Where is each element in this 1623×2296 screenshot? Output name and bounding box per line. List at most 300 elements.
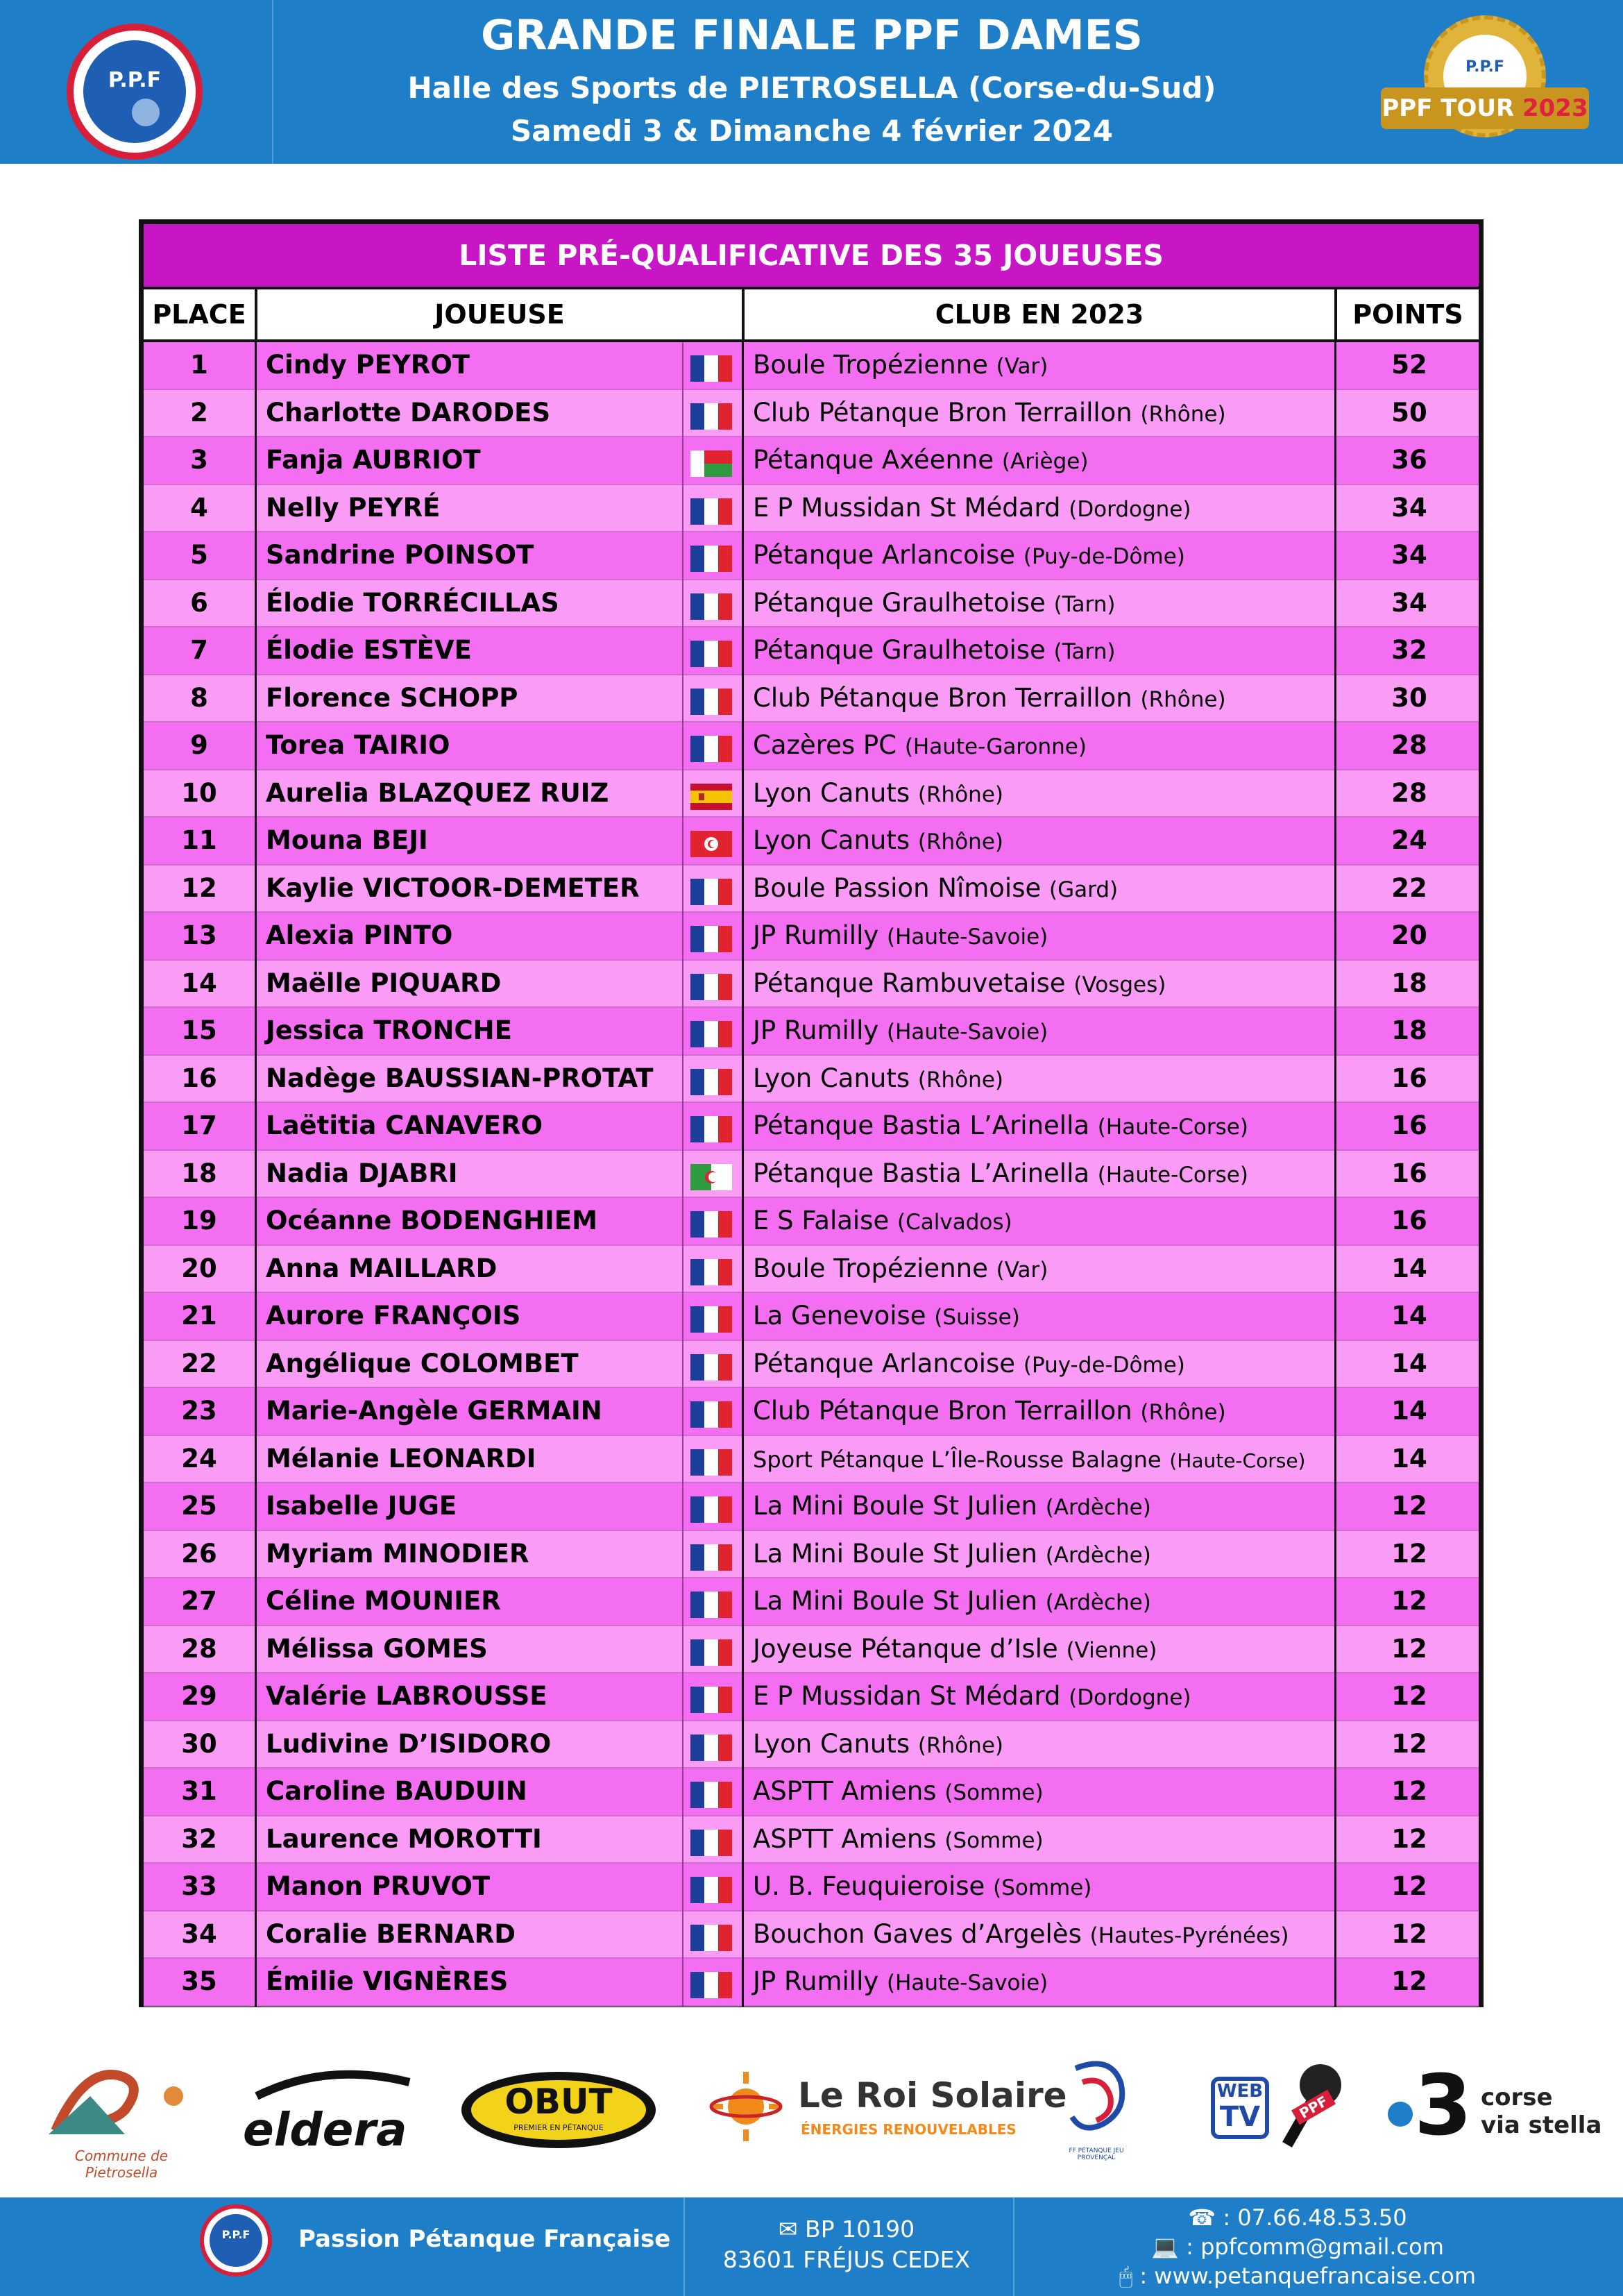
row-club-department: (Somme) (944, 1827, 1044, 1853)
france-flag-icon (690, 342, 732, 388)
row-place: 2 (190, 397, 208, 428)
address-line2: 83601 FRÉJUS CEDEX (722, 2246, 971, 2273)
row-club (753, 627, 1329, 673)
row-points: 18 (1391, 1015, 1427, 1045)
table-row (144, 1056, 1479, 1104)
row-place: 35 (181, 1966, 217, 1996)
madagascar-flag-icon (690, 437, 732, 483)
france-flag-icon (690, 1673, 732, 1719)
france-flag-icon (690, 532, 732, 578)
row-points: 52 (1391, 350, 1427, 380)
row-place: 18 (181, 1158, 217, 1188)
row-club (753, 723, 1329, 768)
tunisia-flag-icon (690, 818, 732, 863)
webtv-tv: TV (1219, 2101, 1261, 2133)
row-club-department: (Haute-Corse) (1097, 1162, 1248, 1188)
row-club (753, 1056, 1329, 1101)
page-title: GRANDE FINALE PPF DAMES (481, 11, 1143, 60)
row-points: 16 (1391, 1158, 1427, 1188)
row-club-name: Pétanque Axéenne (753, 445, 994, 475)
row-player-name: Caroline BAUDUIN (266, 1776, 527, 1806)
ppf-logo-text: P.P.F (108, 68, 162, 92)
row-player-name: Ludivine D’ISIDORO (266, 1728, 552, 1759)
contact-info (1082, 2203, 1513, 2290)
row-club-department: (Calvados) (897, 1210, 1012, 1235)
row-place: 19 (181, 1206, 217, 1235)
sponsor-strip (0, 2041, 1623, 2179)
table-row (144, 1959, 1479, 2007)
badge-seal-text: P.P.F (1465, 58, 1504, 76)
row-place: 12 (181, 872, 217, 903)
webtv-logo (1211, 2061, 1343, 2159)
france-flag-icon (690, 1721, 732, 1767)
row-points: 16 (1391, 1206, 1427, 1235)
row-club (753, 1721, 1329, 1767)
row-club-name: ASPTT Amiens (753, 1823, 937, 1854)
row-place: 24 (181, 1443, 217, 1474)
row-club-name: Cazères PC (753, 730, 897, 760)
badge-ribbon-text: PPF TOUR (1382, 94, 1522, 122)
row-place: 29 (181, 1681, 217, 1711)
table-row (144, 1246, 1479, 1294)
row-club-name: Lyon Canuts (753, 825, 910, 855)
row-place: 33 (181, 1871, 217, 1901)
row-club (753, 818, 1329, 863)
row-player-name: Sandrine POINSOT (266, 540, 534, 570)
row-club-department: (Haute-Savoie) (887, 925, 1048, 949)
column-divider (742, 342, 744, 2007)
row-club-name: Pétanque Bastia L’Arinella (753, 1111, 1090, 1140)
row-club (753, 1864, 1329, 1909)
france3-number: 3 (1414, 2058, 1472, 2154)
table-row (144, 627, 1479, 675)
ffpjp-text: FF PÉTANQUE JEU PROVENÇAL (1069, 2147, 1124, 2161)
table-row (144, 1769, 1479, 1816)
row-player-name: Angélique COLOMBET (266, 1348, 579, 1378)
row-club-name: Pétanque Graulhetoise (753, 587, 1046, 618)
row-club-department: (Haute-Savoie) (887, 1020, 1048, 1045)
row-points: 12 (1391, 1918, 1427, 1949)
row-club-department: (Vosges) (1073, 972, 1166, 997)
table-row (144, 723, 1479, 770)
row-place: 23 (181, 1396, 217, 1426)
row-club-department: (Haute-Corse) (1097, 1115, 1248, 1140)
row-points: 32 (1391, 635, 1427, 665)
row-club (753, 1151, 1329, 1197)
row-points: 12 (1391, 1681, 1427, 1711)
table-row (144, 1151, 1479, 1199)
row-club-name: Club Pétanque Bron Terraillon (753, 1396, 1132, 1426)
table-row (144, 675, 1479, 723)
ranking-table (139, 219, 1484, 2007)
row-club (753, 1246, 1329, 1292)
france-flag-icon (690, 1293, 732, 1339)
row-club (753, 1578, 1329, 1624)
france-flag-icon (690, 1483, 732, 1529)
row-club-department: (Gard) (1049, 877, 1119, 902)
row-player-name: Alexia PINTO (266, 920, 453, 950)
table-row (144, 532, 1479, 580)
row-club-department: (Somme) (944, 1780, 1044, 1805)
row-club-name: Boule Passion Nîmoise (753, 872, 1042, 903)
table-row (144, 1008, 1479, 1056)
table-row (144, 1483, 1479, 1531)
row-club-department: (Hautes-Pyrénées) (1089, 1923, 1289, 1948)
row-place: 30 (181, 1728, 217, 1759)
row-points: 22 (1391, 872, 1427, 903)
row-points: 28 (1391, 777, 1427, 808)
address-line1: ✉ BP 10190 (778, 2215, 915, 2243)
row-points: 18 (1391, 968, 1427, 998)
row-club-department: (Var) (996, 1257, 1048, 1283)
table-header-row (144, 287, 1479, 342)
row-player-name: Anna MAILLARD (266, 1253, 498, 1283)
row-club-name: La Genevoise (753, 1301, 926, 1331)
row-points: 12 (1391, 1871, 1427, 1901)
row-points: 20 (1391, 920, 1427, 950)
table-row (144, 1626, 1479, 1674)
row-points: 16 (1391, 1111, 1427, 1140)
column-divider (255, 342, 257, 2007)
row-points: 16 (1391, 1063, 1427, 1093)
row-club-name: La Mini Boule St Julien (753, 1491, 1037, 1521)
webtv-web: WEB (1216, 2081, 1264, 2102)
row-club-department: (Rhône) (1140, 1400, 1226, 1425)
row-player-name: Charlotte DARODES (266, 397, 551, 428)
row-club-department: (Puy-de-Dôme) (1023, 1352, 1185, 1378)
row-club-name: JP Rumilly (753, 920, 879, 950)
row-club-department: (Haute-Garonne) (904, 734, 1087, 759)
row-club (753, 1388, 1329, 1434)
row-place: 25 (181, 1491, 217, 1521)
row-club (753, 485, 1329, 531)
row-club (753, 1436, 1329, 1482)
row-club (753, 1293, 1329, 1339)
france-flag-icon (690, 1436, 732, 1482)
row-club-name: La Mini Boule St Julien (753, 1586, 1037, 1616)
row-club-department: (Ariège) (1001, 449, 1089, 474)
row-club-name: E P Mussidan St Médard (753, 1681, 1061, 1711)
table-row (144, 1578, 1479, 1626)
table-row (144, 1293, 1479, 1341)
row-club (753, 1531, 1329, 1577)
row-place: 7 (190, 635, 208, 665)
row-player-name: Émilie VIGNÈRES (266, 1966, 509, 1996)
row-player-name: Laurence MOROTTI (266, 1823, 542, 1854)
table-row (144, 485, 1479, 533)
france-flag-icon (690, 1008, 732, 1054)
header-points: POINTS (1352, 299, 1463, 330)
row-club (753, 675, 1329, 721)
row-place: 3 (190, 445, 208, 475)
footer-divider (1013, 2197, 1014, 2296)
row-club (753, 390, 1329, 436)
row-club-department: (Somme) (993, 1875, 1092, 1900)
row-place: 9 (190, 730, 208, 760)
france-flag-icon (690, 675, 732, 721)
header-divider (255, 289, 257, 339)
row-player-name: Valérie LABROUSSE (266, 1681, 547, 1711)
obut-tagline: PREMIER EN PÉTANQUE (513, 2123, 604, 2132)
spain-flag-icon (690, 770, 732, 816)
row-player-name: Céline MOUNIER (266, 1586, 501, 1616)
row-place: 1 (190, 350, 208, 380)
row-player-name: Mouna BEJI (266, 825, 428, 855)
row-player-name: Nadia DJABRI (266, 1158, 458, 1188)
france-flag-icon (690, 866, 732, 911)
table-row (144, 437, 1479, 485)
pietrosella-text: Commune de Pietrosella (74, 2147, 169, 2181)
row-club (753, 770, 1329, 816)
row-player-name: Laëtitia CANAVERO (266, 1111, 543, 1140)
row-club-department: (Haute-Corse) (1169, 1449, 1306, 1472)
row-club-name: Lyon Canuts (753, 777, 910, 808)
row-player-name: Mélanie LEONARDI (266, 1443, 536, 1474)
row-points: 36 (1391, 445, 1427, 475)
row-club-name: JP Rumilly (753, 1966, 879, 1996)
row-place: 21 (181, 1301, 217, 1331)
row-club (753, 532, 1329, 578)
row-club-department: (Var) (996, 354, 1048, 379)
row-place: 20 (181, 1253, 217, 1283)
row-club (753, 1959, 1329, 2004)
table-row (144, 1673, 1479, 1721)
row-club-name: E P Mussidan St Médard (753, 492, 1061, 523)
row-points: 24 (1391, 825, 1427, 855)
row-player-name: Océanne BODENGHIEM (266, 1206, 597, 1235)
row-points: 34 (1391, 540, 1427, 570)
table-row (144, 1864, 1479, 1911)
row-place: 6 (190, 587, 208, 618)
row-club-department: (Rhône) (1140, 686, 1226, 712)
france-flag-icon (690, 961, 732, 1006)
column-divider (1334, 342, 1336, 2007)
row-club (753, 437, 1329, 483)
table-row (144, 961, 1479, 1008)
header-divider (742, 289, 745, 339)
footer-banner (0, 2197, 1623, 2296)
france-flag-icon (690, 580, 732, 626)
row-club (753, 1626, 1329, 1672)
website-link[interactable]: 🖱 : www.petanquefrancaise.com (1119, 2263, 1477, 2289)
row-place: 11 (181, 825, 217, 855)
france3-line1: corse (1481, 2084, 1553, 2111)
row-place: 14 (181, 968, 217, 998)
france-flag-icon (690, 1531, 732, 1577)
france-flag-icon (690, 627, 732, 673)
row-club-department: (Ardèche) (1045, 1590, 1151, 1615)
row-place: 8 (190, 682, 208, 713)
row-points: 12 (1391, 1823, 1427, 1854)
phone-number: ☎ : 07.66.48.53.50 (1188, 2204, 1407, 2231)
france3-line2: via stella (1481, 2111, 1602, 2139)
table-row (144, 580, 1479, 628)
france-flag-icon (690, 913, 732, 959)
table-row (144, 1436, 1479, 1484)
header-banner (0, 0, 1623, 164)
row-points: 14 (1391, 1348, 1427, 1378)
row-club-name: Lyon Canuts (753, 1728, 910, 1759)
row-club-department: (Ardèche) (1045, 1542, 1151, 1568)
table-row (144, 1531, 1479, 1579)
row-player-name: Fanja AUBRIOT (266, 445, 481, 475)
row-club-department: (Rhône) (917, 1732, 1003, 1758)
row-club-department: (Tarn) (1053, 591, 1116, 617)
row-points: 28 (1391, 730, 1427, 760)
row-club-department: (Rhône) (917, 782, 1003, 807)
row-club-name: Boule Tropézienne (753, 350, 988, 380)
row-place: 34 (181, 1918, 217, 1949)
row-points: 12 (1391, 1586, 1427, 1616)
footer-logo-text: P.P.F (210, 2214, 262, 2267)
row-player-name: Mélissa GOMES (266, 1633, 488, 1664)
row-club-name: E S Falaise (753, 1206, 890, 1235)
table-row (144, 818, 1479, 866)
row-club-name: Club Pétanque Bron Terraillon (753, 397, 1132, 428)
header-divider (272, 0, 273, 164)
table-row (144, 390, 1479, 438)
row-club (753, 342, 1329, 388)
row-player-name: Nadège BAUSSIAN-PROTAT (266, 1063, 654, 1093)
row-club-name: La Mini Boule St Julien (753, 1538, 1037, 1569)
france-flag-icon (690, 1769, 732, 1814)
row-place: 10 (181, 777, 217, 808)
france-flag-icon (690, 1626, 732, 1672)
row-club (753, 913, 1329, 959)
flag-column-divider (682, 342, 683, 2007)
row-place: 13 (181, 920, 217, 950)
row-player-name: Jessica TRONCHE (266, 1015, 512, 1045)
row-player-name: Myriam MINODIER (266, 1538, 529, 1569)
row-club (753, 1911, 1329, 1957)
row-club-department: (Rhône) (917, 1067, 1003, 1092)
row-club-department: (Ardèche) (1045, 1495, 1151, 1520)
row-club (753, 1673, 1329, 1719)
row-player-name: Kaylie VICTOOR-DEMETER (266, 872, 640, 903)
roi-solaire-text: Le Roi Solaire (798, 2075, 1067, 2116)
row-place: 32 (181, 1823, 217, 1854)
row-club-name: Pétanque Bastia L’Arinella (753, 1158, 1090, 1188)
obut-text: OBUT (504, 2082, 613, 2122)
table-row (144, 1388, 1479, 1436)
row-club (753, 1198, 1329, 1244)
france-flag-icon (690, 1388, 732, 1434)
row-club-name: Joyeuse Pétanque d’Isle (753, 1633, 1058, 1664)
venue-subtitle: Halle des Sports de PIETROSELLA (Corse-du-Sud) (407, 71, 1216, 105)
row-place: 28 (181, 1633, 217, 1664)
row-club-department: (Rhône) (917, 829, 1003, 854)
event-dates: Samedi 3 & Dimanche 4 février 2024 (511, 114, 1113, 148)
france3-logo (1388, 2058, 1602, 2154)
row-club (753, 580, 1329, 626)
table-row (144, 342, 1479, 390)
row-club (753, 1008, 1329, 1054)
row-points: 12 (1391, 1491, 1427, 1521)
row-points: 14 (1391, 1301, 1427, 1331)
badge-ribbon (1381, 87, 1589, 129)
row-club-department: (Puy-de-Dôme) (1023, 544, 1185, 569)
row-club-name: Pétanque Arlancoise (753, 540, 1016, 570)
france-flag-icon (690, 1103, 732, 1149)
row-club-department: (Vienne) (1066, 1637, 1157, 1663)
row-club-department: (Rhône) (1140, 401, 1226, 427)
row-club-department: (Dordogne) (1069, 1685, 1191, 1710)
row-club (753, 1769, 1329, 1814)
row-player-name: Isabelle JUGE (266, 1491, 457, 1521)
france-flag-icon (690, 390, 732, 436)
row-place: 15 (181, 1015, 217, 1045)
row-club (753, 961, 1329, 1006)
france-flag-icon (690, 1341, 732, 1387)
france-flag-icon (690, 723, 732, 768)
row-points: 12 (1391, 1776, 1427, 1806)
header-club: CLUB EN 2023 (935, 299, 1144, 330)
table-row (144, 770, 1479, 818)
row-player-name: Coralie BERNARD (266, 1918, 516, 1949)
row-place: 31 (181, 1776, 217, 1806)
roi-solaire-logo (708, 2068, 1067, 2152)
row-club-name: Sport Pétanque L’Île-Rousse Balagne (753, 1446, 1162, 1473)
table-row (144, 1341, 1479, 1389)
row-points: 12 (1391, 1633, 1427, 1664)
row-place: 4 (190, 492, 208, 523)
row-club (753, 1103, 1329, 1149)
france-flag-icon (690, 1911, 732, 1957)
row-points: 14 (1391, 1253, 1427, 1283)
row-club-department: (Haute-Savoie) (887, 1970, 1048, 1995)
table-row (144, 866, 1479, 913)
row-club-name: Pétanque Graulhetoise (753, 635, 1046, 665)
row-club-name: Pétanque Rambuvetaise (753, 968, 1066, 998)
table-row (144, 1198, 1479, 1246)
row-points: 12 (1391, 1966, 1427, 1996)
table-title: LISTE PRÉ-QUALIFICATIVE DES 35 JOUEUSES (144, 224, 1479, 287)
eldera-logo (243, 2068, 416, 2156)
row-club-name: ASPTT Amiens (753, 1776, 937, 1806)
row-player-name: Élodie TORRÉCILLAS (266, 587, 559, 618)
row-player-name: Aurore FRANÇOIS (266, 1301, 521, 1331)
eldera-text: eldera (243, 2103, 407, 2156)
table-row (144, 1816, 1479, 1864)
france-flag-icon (690, 1578, 732, 1624)
row-club (753, 1341, 1329, 1387)
row-place: 16 (181, 1063, 217, 1093)
row-club-department: (Suisse) (934, 1305, 1020, 1330)
row-club-name: U. B. Feuquieroise (753, 1871, 985, 1901)
ffpjp-logo (1055, 2054, 1138, 2166)
france-flag-icon (690, 1816, 732, 1862)
france-flag-icon (690, 1959, 732, 2004)
row-points: 30 (1391, 682, 1427, 713)
table-row (144, 1103, 1479, 1151)
obut-logo (461, 2072, 656, 2148)
row-club-name: Lyon Canuts (753, 1063, 910, 1093)
row-player-name: Maëlle PIQUARD (266, 968, 502, 998)
table-row (144, 1911, 1479, 1959)
row-points: 34 (1391, 587, 1427, 618)
header-divider (1334, 289, 1337, 339)
row-player-name: Cindy PEYROT (266, 350, 470, 380)
webtv-mic-label: PPF (1291, 2090, 1336, 2125)
row-player-name: Nelly PEYRÉ (266, 492, 441, 523)
france-flag-icon (690, 485, 732, 531)
row-player-name: Élodie ESTÈVE (266, 635, 472, 665)
email-address[interactable]: 💻 : ppfcomm@gmail.com (1151, 2234, 1444, 2260)
table-row (144, 1721, 1479, 1769)
row-club-name: Club Pétanque Bron Terraillon (753, 682, 1132, 713)
org-name: Passion Pétanque Française (298, 2225, 671, 2253)
france-flag-icon (690, 1864, 732, 1909)
